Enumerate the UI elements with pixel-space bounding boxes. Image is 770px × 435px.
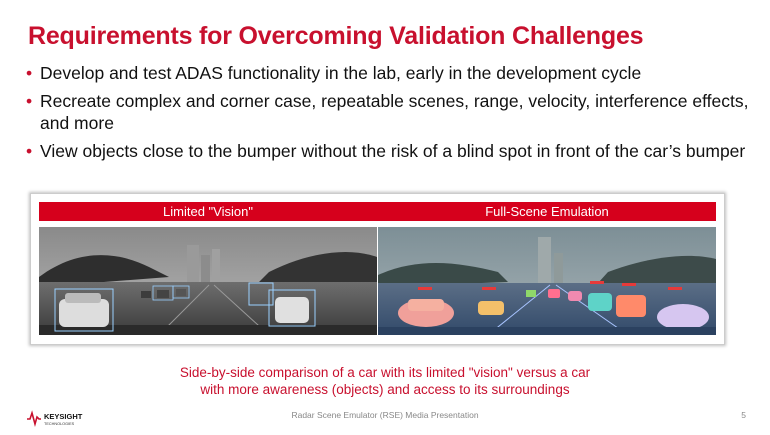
limited-vision-image [39,227,377,335]
bullet-text: Recreate complex and corner case, repeatable scenes, range, velocity, interference effects, and more [40,91,749,133]
comparison-figure [30,193,725,345]
bullet-list [26,62,756,168]
bullet-dot: • [26,141,33,161]
figure-header-bar [39,202,716,221]
full-scene-emulation-image [378,227,716,335]
caption-line-2: with more awareness (objects) and access to its surroundings [200,382,570,397]
bullet-text: View objects close to the bumper without the risk of a blind spot in front of the car’s bumper [40,141,746,161]
bullet-text: Develop and test ADAS functionality in the lab, early in the development cycle [40,63,642,83]
bullet-item [26,62,756,84]
logo-brand-text: KEYSIGHT [44,412,83,421]
caption-line-1: Side-by-side comparison of a car with its limited "vision" versus a car [179,365,591,380]
logo-sub-text: TECHNOLOGIES [44,422,75,426]
limited-vision-label: Limited "Vision" [163,204,253,219]
bullet-item [26,140,756,162]
bullet-item [26,90,756,134]
bullet-dot: • [26,91,33,111]
bullet-dot: • [26,63,33,83]
page-number: 5 [741,410,746,420]
figure-caption [0,364,770,398]
full-scene-label: Full-Scene Emulation [485,204,609,219]
slide-title: Requirements for Overcoming Validation Challenges [28,22,644,50]
footer-presentation-name: Radar Scene Emulator (RSE) Media Presentation [291,410,479,420]
